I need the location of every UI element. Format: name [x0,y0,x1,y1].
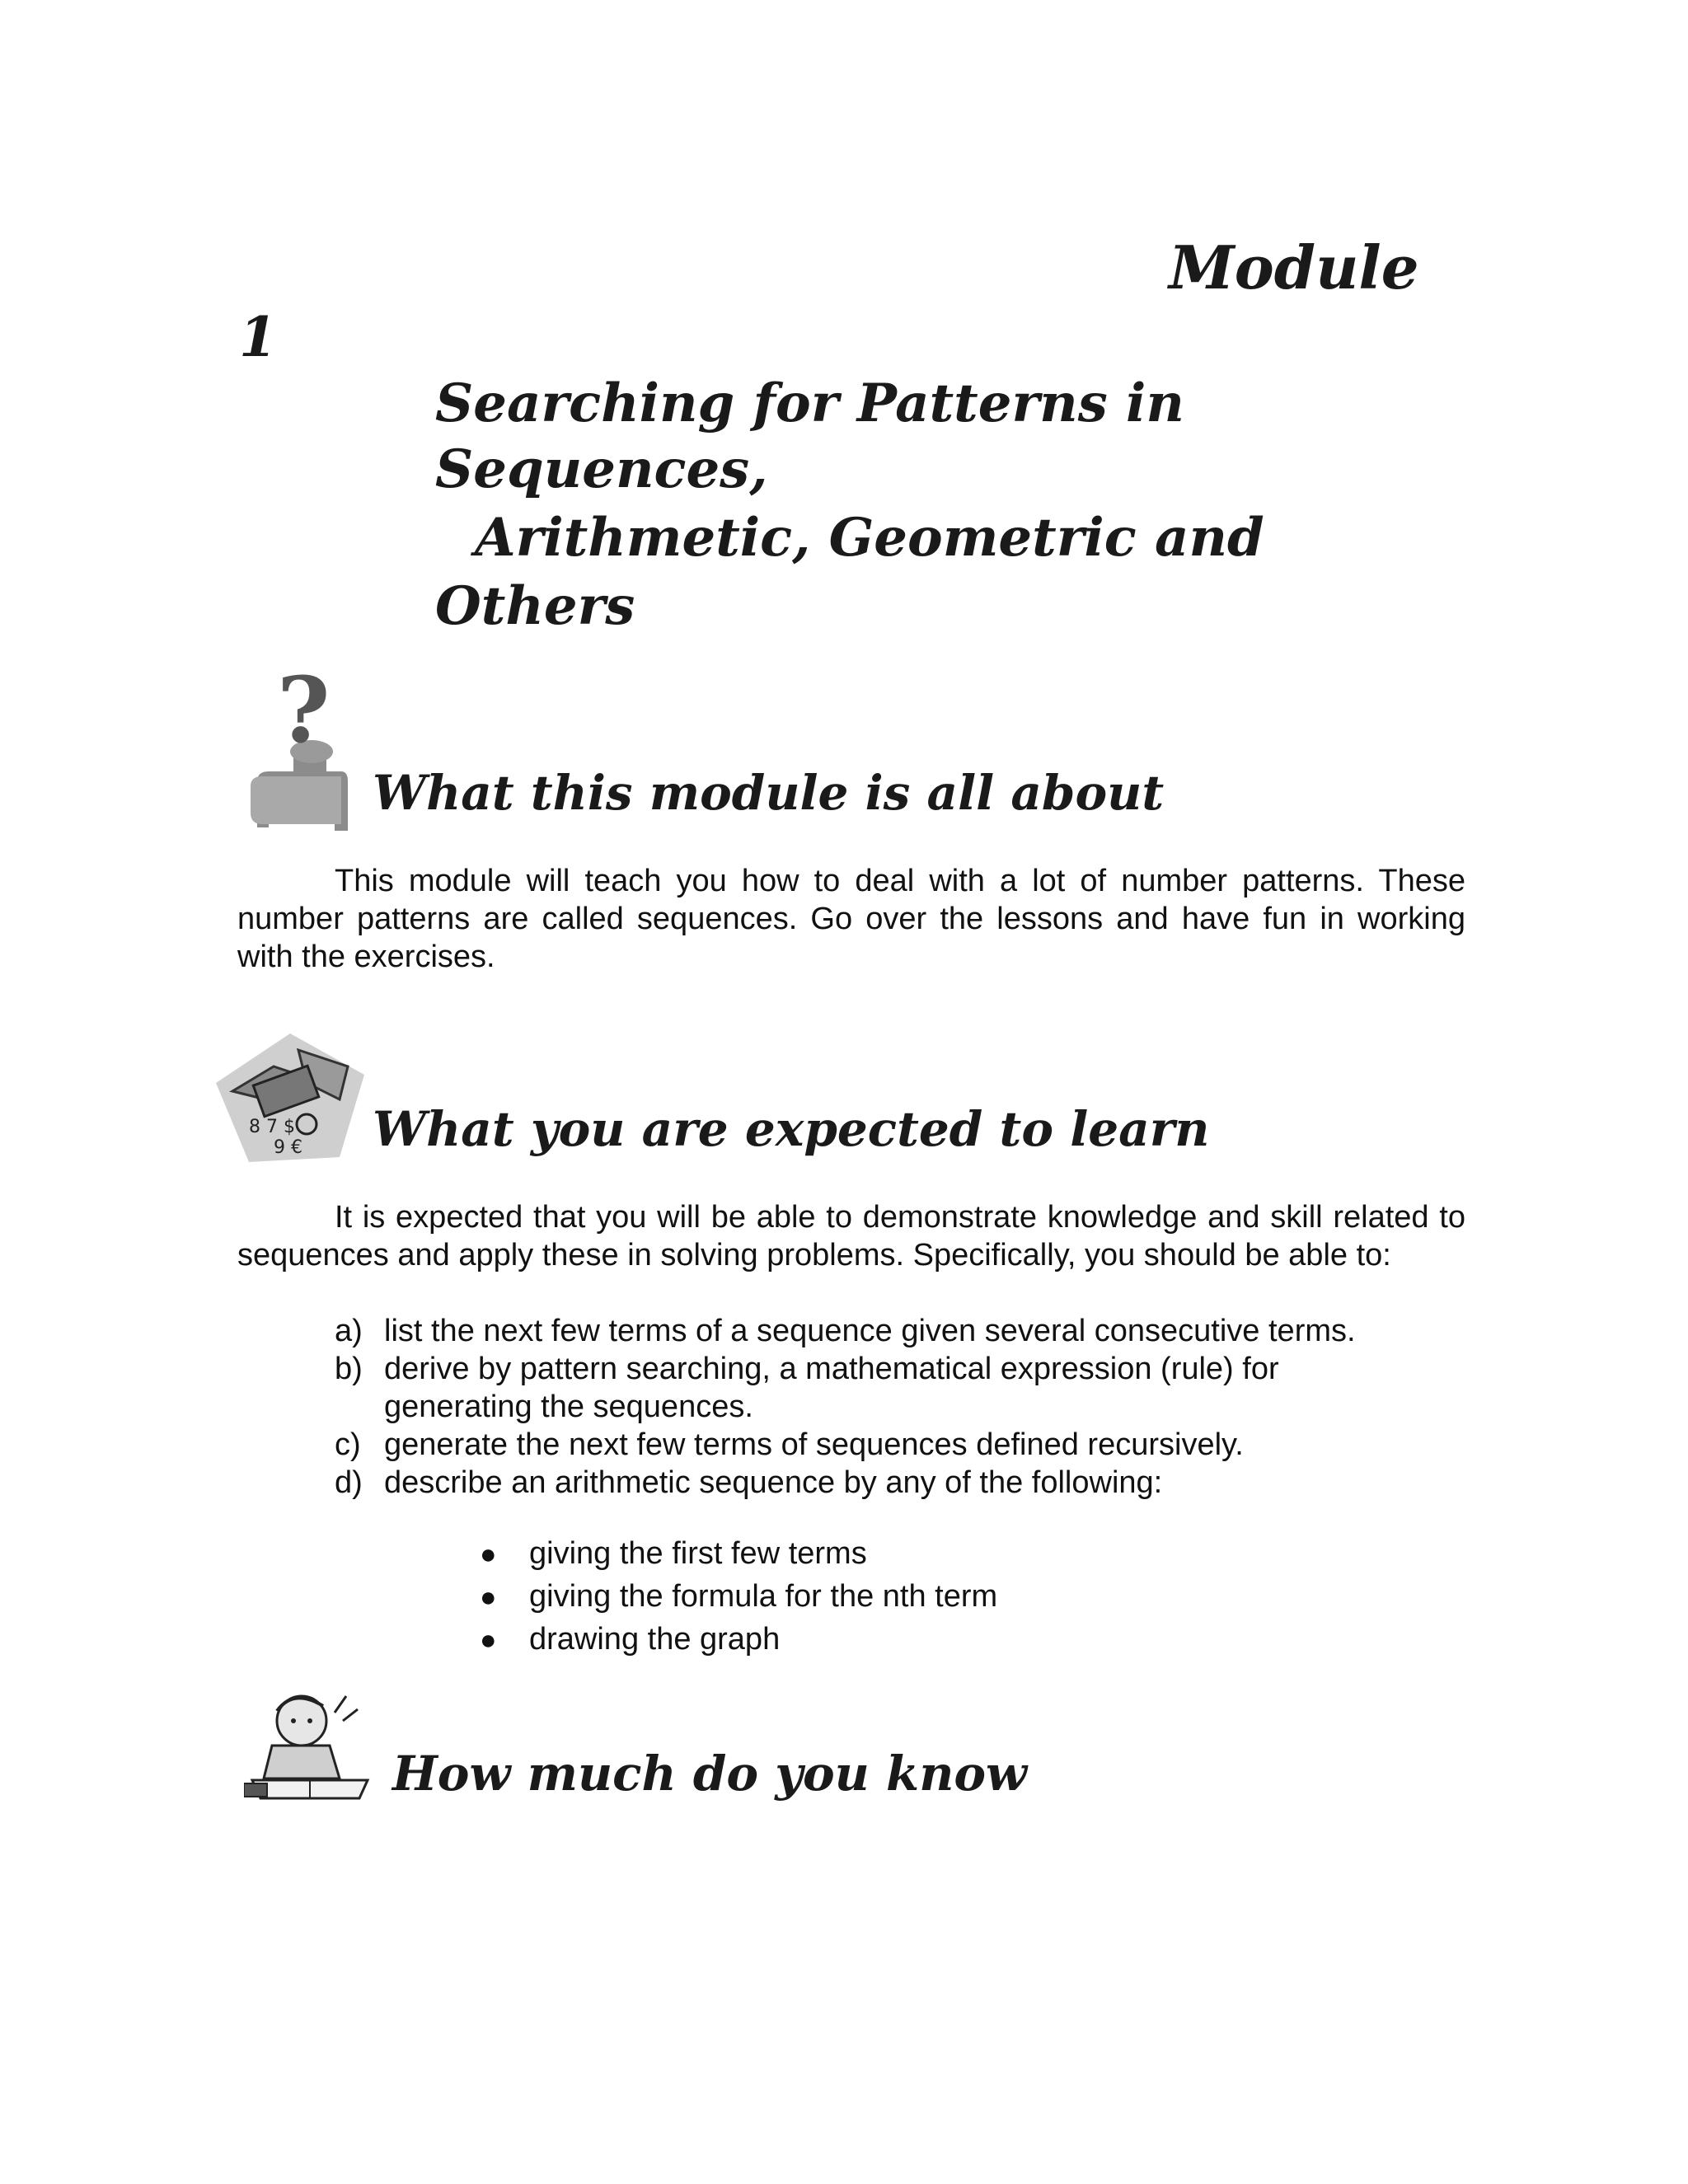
bullet-text: giving the formula for the nth term [529,1579,998,1614]
objective-text: generate the next few terms of sequences defined recursively. [384,1427,1244,1462]
bullet-item [480,1620,780,1659]
objective-label: d) [335,1465,363,1500]
section-heading-know: How much do you know [392,1746,1027,1802]
title-line-1: Searching for Patterns in [435,373,1184,434]
bullet-icon: ● [480,1582,497,1613]
section-heading-expected: What you are expected to learn [373,1101,1210,1157]
objective-label: c) [335,1427,361,1462]
question-mark-icon [244,666,359,831]
module-word: Module [1169,232,1419,302]
objective-item [335,1388,753,1426]
bullet-item [480,1577,997,1616]
objective-text: list the next few terms of a sequence given several consecutive terms. [384,1314,1356,1348]
bullet-icon: ● [480,1624,497,1656]
svg-text:?: ? [277,666,331,763]
objective-label: b) [335,1352,363,1386]
student-reading-icon [244,1688,376,1803]
title-line-3: Arithmetic, Geometric and [475,507,1264,569]
svg-text:8 7 $: 8 7 $ [249,1117,295,1137]
expected-paragraph [237,1198,1465,1274]
title-line-4: Others [435,575,635,637]
expected-paragraph-text: It is expected that you will be able to demonstrate knowledge and skill related to sequences and apply these in solving problems. Specifically, you should be able to: [237,1200,1465,1272]
title-line-2: Sequences, [435,438,768,500]
bullet-text: drawing the graph [529,1622,781,1657]
about-paragraph-text: This module will teach you how to deal with a lot of number patterns. These number patterns are called sequences. Go over the lessons and have fun in working with the exercises. [237,864,1465,974]
objective-text: derive by pattern searching, a mathematical expression (rule) for [384,1352,1279,1386]
objective-text: generating the sequences. [384,1390,753,1424]
objective-item [335,1350,1279,1388]
section-heading-about: What this module is all about [373,765,1165,821]
objective-item [335,1426,1244,1464]
objective-label: a) [335,1314,363,1348]
about-paragraph [237,862,1465,976]
bullet-item [480,1535,867,1573]
bullet-text: giving the first few terms [529,1536,867,1571]
svg-text:9 €: 9 € [274,1137,302,1158]
objective-text: describe an arithmetic sequence by any of the following: [384,1465,1163,1500]
module-number: 1 [239,305,277,369]
objective-item [335,1312,1356,1350]
hands-numbers-icon [216,1033,373,1162]
bullet-icon: ● [480,1539,497,1570]
objective-item [335,1464,1162,1502]
